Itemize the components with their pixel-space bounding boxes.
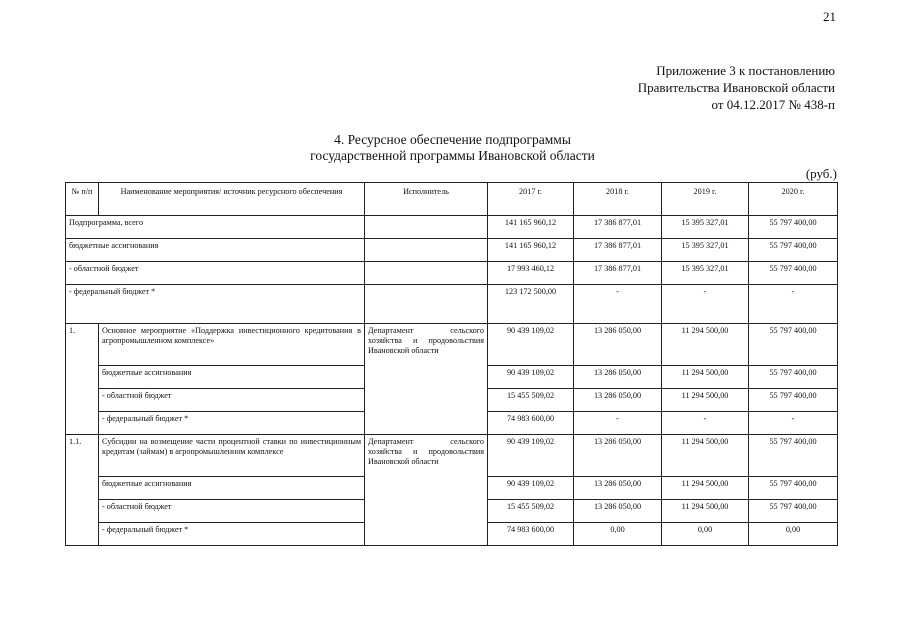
value-2020: 55 797 400,00: [749, 216, 838, 239]
value-2018: 13 286 050,00: [574, 389, 662, 412]
value-2018: 0,00: [574, 523, 662, 546]
value-2017: 15 455 509,02: [488, 389, 574, 412]
value-2018: 13 286 050,00: [574, 324, 662, 366]
table-row: [66, 216, 838, 239]
resource-table: [65, 182, 838, 546]
value-2018: 13 286 050,00: [574, 435, 662, 477]
table-row: [66, 262, 838, 285]
header-num: № п/п: [66, 183, 99, 216]
header-2019: 2019 г.: [662, 183, 749, 216]
row-label: - федеральный бюджет *: [66, 285, 365, 324]
value-2020: -: [749, 285, 838, 324]
table-row: [66, 239, 838, 262]
value-2018: -: [574, 412, 662, 435]
item-title: Субсидии на возмещение части процентной ставки по инвестиционным кредитам (займам) в агропромышленном комплексе: [99, 435, 365, 477]
section-heading: [0, 132, 905, 164]
value-2019: 0,00: [662, 523, 749, 546]
value-2017: 90 439 109,02: [488, 435, 574, 477]
value-2020: -: [749, 412, 838, 435]
value-2019: 11 294 500,00: [662, 324, 749, 366]
value-2020: 55 797 400,00: [749, 366, 838, 389]
value-2018: 13 286 050,00: [574, 500, 662, 523]
heading-line-2: государственной программы Ивановской области: [310, 148, 595, 163]
row-label: - федеральный бюджет *: [99, 523, 365, 546]
value-2017: 123 172 500,00: [488, 285, 574, 324]
value-2018: 17 386 877,01: [574, 262, 662, 285]
heading-line-1: 4. Ресурсное обеспечение подпрограммы: [334, 132, 571, 147]
value-2018: -: [574, 285, 662, 324]
value-2020: 55 797 400,00: [749, 324, 838, 366]
row-label: - федеральный бюджет *: [99, 412, 365, 435]
row-label: - областной бюджет: [99, 389, 365, 412]
value-2018: 17 386 877,01: [574, 239, 662, 262]
item-number: 1.1.: [66, 435, 99, 546]
appendix-note: [638, 62, 835, 113]
value-2019: 15 395 327,01: [662, 216, 749, 239]
row-label: бюджетные ассигнования: [99, 477, 365, 500]
value-2018: 17 386 877,01: [574, 216, 662, 239]
row-label: - областной бюджет: [99, 500, 365, 523]
appendix-line-3: от 04.12.2017 № 438-п: [711, 97, 835, 112]
value-2019: 11 294 500,00: [662, 389, 749, 412]
row-label: бюджетные ассигнования: [66, 239, 365, 262]
value-2020: 55 797 400,00: [749, 435, 838, 477]
value-2017: 74 983 600,00: [488, 412, 574, 435]
value-2019: 11 294 500,00: [662, 366, 749, 389]
item-executor: Департамент сельского хозяйства и продовольствия Ивановской области: [365, 324, 488, 435]
table-row: [66, 435, 838, 477]
value-2019: -: [662, 412, 749, 435]
value-2020: 55 797 400,00: [749, 477, 838, 500]
row-executor: [365, 262, 488, 285]
table-row: [66, 285, 838, 324]
table-header-row: [66, 183, 838, 216]
value-2019: 11 294 500,00: [662, 435, 749, 477]
appendix-line-2: Правительства Ивановской области: [637, 80, 835, 95]
value-2017: 141 165 960,12: [488, 216, 574, 239]
header-executor: Исполнитель: [365, 183, 488, 216]
page-number: 21: [823, 9, 836, 24]
value-2017: 90 439 109,02: [488, 477, 574, 500]
value-2020: 55 797 400,00: [749, 389, 838, 412]
value-2020: 55 797 400,00: [749, 500, 838, 523]
header-2018: 2018 г.: [574, 183, 662, 216]
header-2020: 2020 г.: [749, 183, 838, 216]
value-2019: 15 395 327,01: [662, 239, 749, 262]
value-2017: 74 983 600,00: [488, 523, 574, 546]
value-2020: 55 797 400,00: [749, 262, 838, 285]
value-2018: 13 286 050,00: [574, 366, 662, 389]
appendix-line-1: Приложение 3 к постановлению: [656, 63, 835, 78]
value-2019: -: [662, 285, 749, 324]
header-name: Наименование мероприятия/ источник ресурсного обеспечения: [99, 183, 365, 216]
value-2019: 11 294 500,00: [662, 477, 749, 500]
value-2019: 15 395 327,01: [662, 262, 749, 285]
row-label: Подпрограмма, всего: [66, 216, 365, 239]
header-2017: 2017 г.: [488, 183, 574, 216]
value-2017: 90 439 109,02: [488, 366, 574, 389]
currency-unit-label: (руб.): [805, 166, 837, 181]
row-executor: [365, 239, 488, 262]
value-2018: 13 286 050,00: [574, 477, 662, 500]
value-2020: 55 797 400,00: [749, 239, 838, 262]
value-2017: 90 439 109,02: [488, 324, 574, 366]
item-executor: Департамент сельского хозяйства и продовольствия Ивановской области: [365, 435, 488, 546]
item-number: 1.: [66, 324, 99, 435]
row-label: бюджетные ассигнования: [99, 366, 365, 389]
row-executor: [365, 285, 488, 324]
row-executor: [365, 216, 488, 239]
row-label: - областной бюджет: [66, 262, 365, 285]
value-2019: 11 294 500,00: [662, 500, 749, 523]
item-title: Основное мероприятие «Поддержка инвестиционного кредитования в агропромышленном комплексе»: [99, 324, 365, 366]
value-2017: 17 993 460,12: [488, 262, 574, 285]
value-2017: 15 455 509,02: [488, 500, 574, 523]
value-2020: 0,00: [749, 523, 838, 546]
value-2017: 141 165 960,12: [488, 239, 574, 262]
table-row: [66, 324, 838, 366]
